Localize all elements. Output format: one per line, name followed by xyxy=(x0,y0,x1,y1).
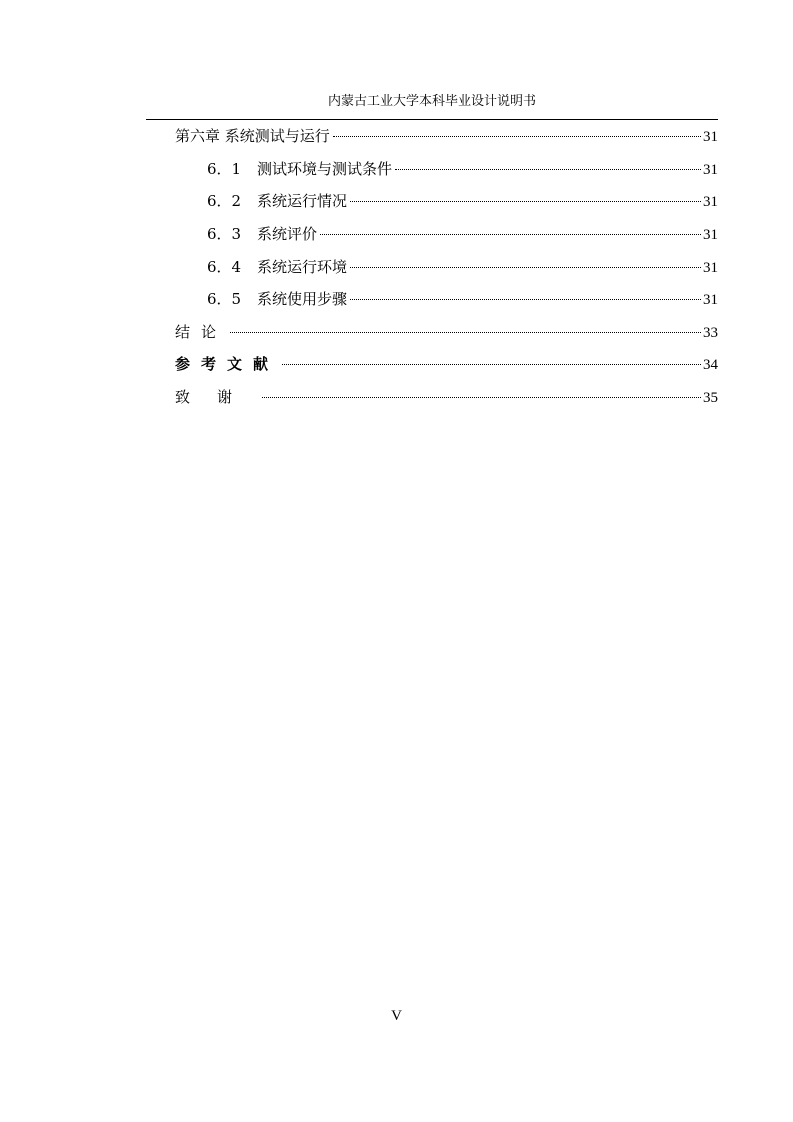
toc-entry-number: 6．5 xyxy=(207,290,242,308)
toc-entry-title: 结论 xyxy=(175,323,228,341)
toc-entry-chapter-6[interactable] xyxy=(175,126,718,146)
toc-entry-acknowledgements[interactable] xyxy=(175,387,718,407)
toc-entry-page: 31 xyxy=(703,162,718,178)
toc-entry-title: 参考文献 xyxy=(175,355,280,373)
toc-entry-title: 系统评价 xyxy=(257,225,318,243)
toc-leader-dots xyxy=(350,299,701,300)
toc-entry-6-2[interactable] xyxy=(207,191,718,211)
page-number: V xyxy=(391,1008,402,1024)
toc-entry-number: 6．2 xyxy=(207,192,242,210)
toc-entry-title: 系统运行环境 xyxy=(257,258,348,276)
page-header xyxy=(146,92,718,120)
toc-leader-dots xyxy=(230,332,701,333)
toc-entry-conclusion[interactable] xyxy=(175,322,718,342)
toc-entry-title: 系统使用步骤 xyxy=(257,290,348,308)
toc-entry-page: 31 xyxy=(703,260,718,276)
toc-leader-dots xyxy=(395,169,701,170)
toc-entry-number: 6．1 xyxy=(207,160,242,178)
toc-entry-number: 6．3 xyxy=(207,225,242,243)
toc-entry-6-1[interactable] xyxy=(207,159,718,179)
toc-leader-dots xyxy=(262,397,701,398)
toc-entry-6-4[interactable] xyxy=(207,257,718,277)
toc-entry-title: 致谢 xyxy=(175,388,260,406)
toc-leader-dots xyxy=(350,267,701,268)
toc-entry-6-5[interactable] xyxy=(207,289,718,309)
toc-entry-page: 31 xyxy=(703,129,718,145)
toc-entry-page: 34 xyxy=(703,357,718,373)
toc-entry-page: 35 xyxy=(703,390,718,406)
toc-entry-title: 系统运行情况 xyxy=(257,192,348,210)
toc-entry-title: 测试环境与测试条件 xyxy=(257,160,393,178)
toc-entry-page: 31 xyxy=(703,292,718,308)
document-title: 内蒙古工业大学本科毕业设计说明书 xyxy=(327,94,536,109)
toc-leader-dots xyxy=(333,136,701,137)
toc-entry-page: 33 xyxy=(703,325,718,341)
toc-entry-references[interactable] xyxy=(175,354,718,374)
toc-entry-6-3[interactable] xyxy=(207,224,718,244)
toc-leader-dots xyxy=(320,234,701,235)
toc-entry-page: 31 xyxy=(703,194,718,210)
toc-entry-number: 6．4 xyxy=(207,258,242,276)
toc-entry-title: 第六章 系统测试与运行 xyxy=(175,127,330,145)
toc-leader-dots xyxy=(282,364,701,365)
toc-leader-dots xyxy=(350,201,701,202)
toc-entry-page: 31 xyxy=(703,227,718,243)
